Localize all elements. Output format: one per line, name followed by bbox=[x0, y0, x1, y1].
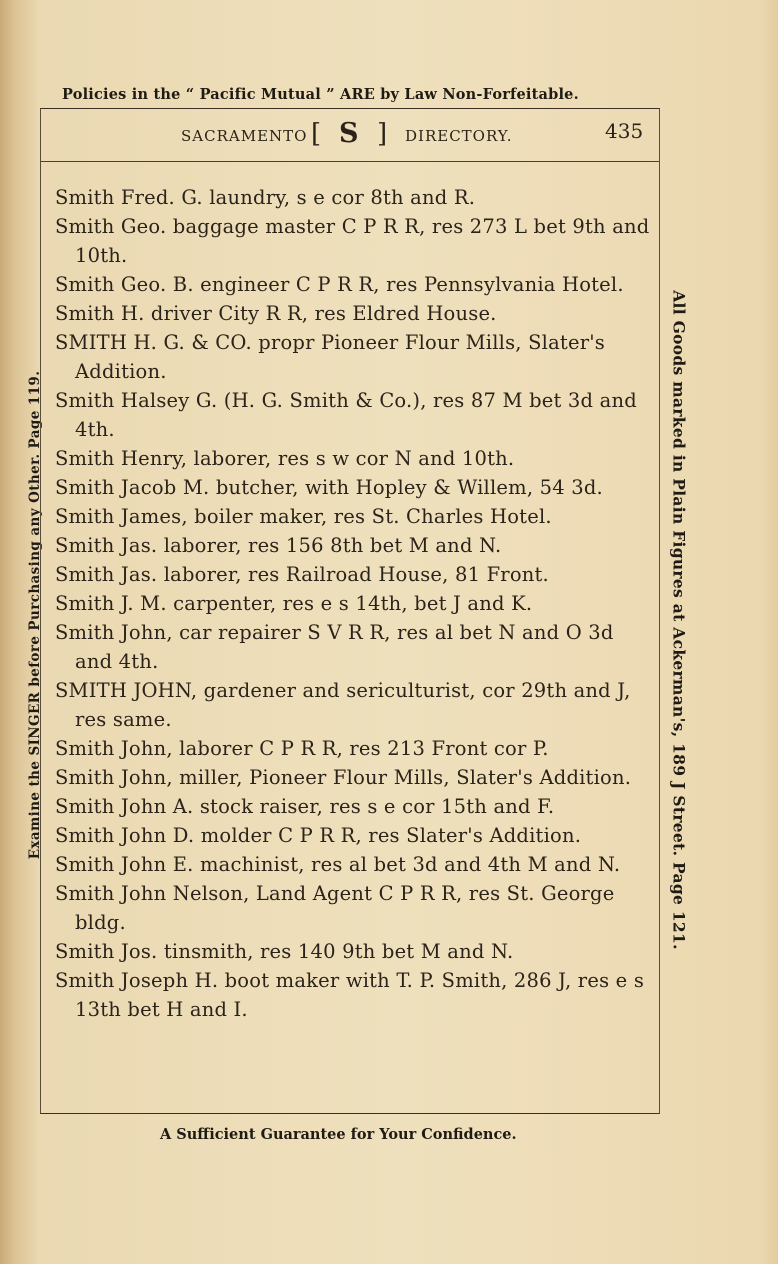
header-bracket-close: ] bbox=[377, 119, 388, 149]
header-title: DIRECTORY. bbox=[405, 127, 513, 145]
top-advertisement: Policies in the “ Pacific Mutual ” ARE by Law Non-Forfeitable. bbox=[62, 86, 579, 103]
directory-entry: SMITH JOHN, gardener and sericulturist, cor 29th and J, res same. bbox=[55, 679, 631, 731]
directory-entry: Smith Jas. laborer, res 156 8th bet M and N. bbox=[55, 534, 502, 557]
directory-entry: Smith James, boiler maker, res St. Charles Hotel. bbox=[55, 505, 552, 528]
right-advertisement-text: All Goods marked in Plain Figures at Ackerman's, 189 J Street. Page 121. bbox=[669, 290, 689, 950]
directory-entry: Smith Fred. G. laundry, s e cor 8th and R. bbox=[55, 186, 476, 209]
directory-entry: Smith Halsey G. (H. G. Smith & Co.), res 87 M bet 3d and 4th. bbox=[55, 389, 637, 441]
directory-entry: Smith John E. machinist, res al bet 3d and 4th M and N. bbox=[55, 853, 621, 876]
running-header bbox=[41, 109, 659, 162]
directory-entry: SMITH H. G. & CO. propr Pioneer Flour Mills, Slater's Addition. bbox=[55, 331, 605, 383]
directory-entry: Smith Jos. tinsmith, res 140 9th bet M and N. bbox=[55, 940, 514, 963]
header-city: SACRAMENTO bbox=[181, 127, 308, 145]
directory-entry: Smith John, laborer C P R R, res 213 Front cor P. bbox=[55, 737, 549, 760]
directory-entry: Smith John D. molder C P R R, res Slater's Addition. bbox=[55, 824, 582, 847]
right-margin-advertisement bbox=[668, 290, 690, 950]
directory-entry: Smith John, car repairer S V R R, res al bet N and O 3d and 4th. bbox=[55, 621, 614, 673]
page-number: 435 bbox=[605, 119, 644, 143]
header-letter: S bbox=[339, 118, 359, 149]
directory-entry: Smith Jacob M. butcher, with Hopley & Willem, 54 3d. bbox=[55, 476, 603, 499]
directory-entry: Smith John A. stock raiser, res s e cor 15th and F. bbox=[55, 795, 555, 818]
directory-entry: Smith Geo. baggage master C P R R, res 273 L bet 9th and 10th. bbox=[55, 215, 650, 267]
directory-entry: Smith Joseph H. boot maker with T. P. Smith, 286 J, res e s 13th bet H and I. bbox=[55, 969, 645, 1021]
bottom-advertisement: A Sufficient Guarantee for Your Confidence. bbox=[160, 1126, 517, 1143]
directory-entry: Smith Henry, laborer, res s w cor N and 10th. bbox=[55, 447, 515, 470]
directory-entry: Smith Geo. B. engineer C P R R, res Pennsylvania Hotel. bbox=[55, 273, 624, 296]
directory-entry: Smith John, miller, Pioneer Flour Mills, Slater's Addition. bbox=[55, 766, 632, 789]
header-bracket-open: [ bbox=[311, 119, 322, 149]
directory-entry: Smith Jas. laborer, res Railroad House, 81 Front. bbox=[55, 563, 549, 586]
left-advertisement-text: Examine the SINGER before Purchasing any Other. Page 119. bbox=[27, 370, 43, 860]
directory-entry: Smith H. driver City R R, res Eldred House. bbox=[55, 302, 497, 325]
directory-entry: Smith John Nelson, Land Agent C P R R, res St. George bldg. bbox=[55, 882, 615, 934]
directory-frame bbox=[40, 108, 660, 1114]
directory-entries bbox=[55, 183, 655, 1024]
directory-entry: Smith J. M. carpenter, res e s 14th, bet J and K. bbox=[55, 592, 533, 615]
